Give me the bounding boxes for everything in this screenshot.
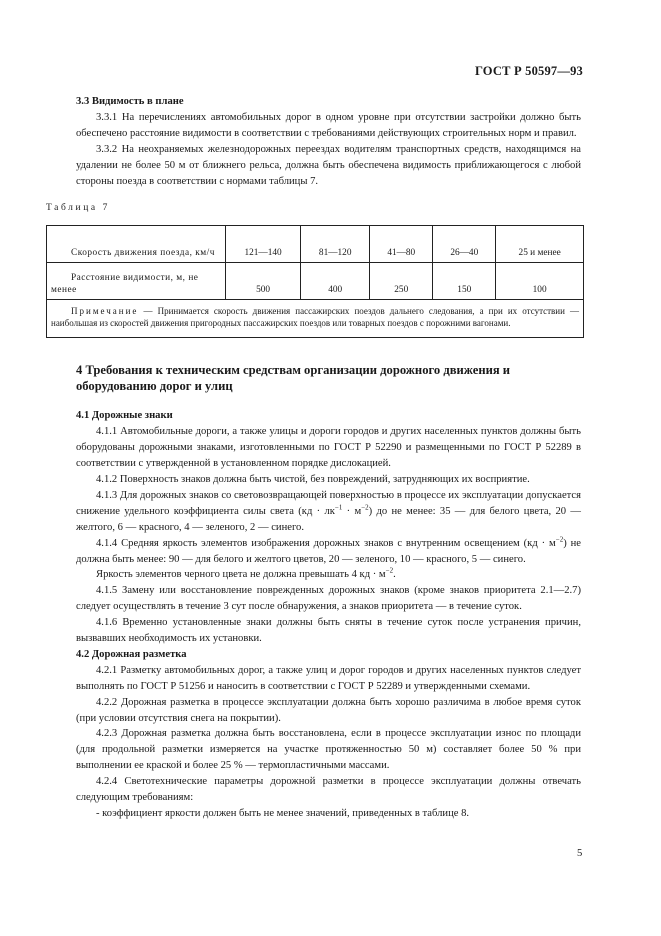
paragraph-4-2-2: 4.2.2 Дорожная разметка в процессе эксплуатации должна быть хорошо различима в любое время суток (при условии отсутствия снега на покрытии). — [76, 696, 581, 724]
subsection-heading-3-3: 3.3 Видимость в плане — [76, 96, 184, 107]
table-note — [47, 300, 584, 338]
paragraph-4-2-3: 4.2.3 Дорожная разметка должна быть восстановлена, если в процессе эксплуатации износ по площади (для продольной разметки измеряется на участке протяженностью 50 м) составляет более 50 % при выполнении ее краской и более 25 % — термопластичными массами. — [76, 728, 581, 772]
table-7-label: Таблица 7 — [46, 203, 111, 214]
paragraph-4-1-6: 4.1.6 Временно установленные знаки должны быть сняты в течение суток после устранения причин, вызвавших необходимость их установки. — [76, 617, 581, 645]
superscript: −2 — [555, 535, 564, 544]
table-cell: 400 — [301, 263, 370, 300]
table-note-prefix: Примечание — [71, 306, 139, 317]
paragraph-3-3-1: 3.3.1 На перечислениях автомобильных дорог в одном уровне при отсутствии застройки должно быть обеспечено расстояние видимости в соответствии с требованиями действующих строительных норм и правил. — [76, 111, 581, 139]
subsection-heading-4-1: 4.1 Дорожные знаки — [76, 410, 173, 422]
text-run: 4.1.3 Для дорожных знаков со световозвращающей поверхностью в процессе их эксплуатации допускается снижение удельного коэффициента силы света (кд · лк — [76, 489, 581, 517]
paragraph-4-1-3 — [76, 488, 581, 536]
document-code-header: ГОСТ Р 50597—93 — [474, 64, 583, 78]
text-run: 4.1.4 Средняя яркость элементов изображения дорожных знаков с внутренним освещением (кд · м — [96, 537, 556, 549]
table-cell: 26—40 — [433, 226, 496, 263]
table-cell: 250 — [370, 263, 433, 300]
table-cell: 25 и менее — [496, 226, 584, 263]
paragraph-4-1-1: 4.1.1 Автомобильные дороги, а также улицы и дороги городов и других населенных пунктов должны быть оборудованы дорожными знаками, изготовленными по ГОСТ Р 52290 и размещенными по ГОСТ Р 52289 в соответствии с утвержденной в установленном порядке дислокацией. — [76, 426, 581, 470]
table-note-text: — Принимается скорость движения пассажирских поездов дальнего следования, а при их отсутствии — наибольшая из скоростей движения пригородных пассажирских поездов или товарных поездов с порожними вагонами. — [51, 306, 579, 328]
text-run: ) до не менее: 35 — для белого цвета, 20 — желтого, 6 — красного, 4 — зеленого, 2 — синего. — [76, 505, 581, 533]
paragraph-4-1-4 — [76, 536, 581, 568]
table-cell: 100 — [496, 263, 584, 300]
text-run: . — [393, 569, 396, 581]
paragraph-4-2-1: 4.2.1 Разметку автомобильных дорог, а также улиц и дорог городов и других населенных пунктов следует выполнять по ГОСТ Р 51256 и наносить в соответствии с ГОСТ Р 52289 и утвержденными схемами. — [76, 664, 581, 692]
table-7 — [46, 225, 584, 338]
section-4-heading: 4 Требования к техническим средствам организации дорожного движения и оборудованию дорог и улиц — [76, 363, 511, 394]
table-cell: 41—80 — [370, 226, 433, 263]
table-row-label-distance: Расстояние видимости, м, не менее — [47, 263, 226, 300]
superscript: −2 — [385, 566, 394, 575]
table-row — [47, 300, 584, 338]
table-row — [47, 263, 584, 300]
list-item: - коэффициент яркости должен быть не менее значений, приведенных в таблице 8. — [96, 808, 470, 819]
table-cell: 121—140 — [226, 226, 301, 263]
text-run: ) не должна быть менее: 90 — для белого и желтого цветов, 20 — зеленого, 10 — красного, 5 — синего. — [76, 537, 581, 565]
table-cell: 500 — [226, 263, 301, 300]
table-cell: 150 — [433, 263, 496, 300]
table-row-label-speed: Скорость движения поезда, км/ч — [47, 226, 226, 263]
superscript: −1 — [334, 503, 343, 512]
subsection-heading-4-2: 4.2 Дорожная разметка — [76, 648, 187, 660]
paragraph-4-1-5: 4.1.5 Замену или восстановление поврежденных дорожных знаков (кроме знаков приоритета 2.1—2.7) следует осуществлять в течение 3 сут после обнаружения, а знаков приоритета — в течение суток. — [76, 585, 581, 613]
page-content — [46, 94, 581, 822]
superscript: −2 — [361, 503, 369, 512]
text-run: Яркость элементов черного цвета не должна превышать 4 кд · м — [96, 569, 386, 581]
paragraph-4-1-4-black — [76, 567, 581, 583]
text-run: · м — [342, 505, 362, 517]
page-number: 5 — [577, 848, 583, 859]
paragraph-4-1-2: 4.1.2 Поверхность знаков должна быть чистой, без повреждений, затрудняющих их восприятие. — [96, 473, 530, 485]
paragraph-4-2-4: 4.2.4 Светотехнические параметры дорожной разметки в процессе эксплуатации должны отвечать следующим требованиям: — [76, 776, 581, 804]
table-row — [47, 226, 584, 263]
table-cell: 81—120 — [301, 226, 370, 263]
paragraph-3-3-2: 3.3.2 На неохраняемых железнодорожных переездах водителям транспортных средств, находящимся на удалении не более 50 м от ближнего рельса, должна быть обеспечена видимость приближающегося с любой стороны поезда в соответствии с нормами таблицы 7. — [76, 143, 581, 187]
